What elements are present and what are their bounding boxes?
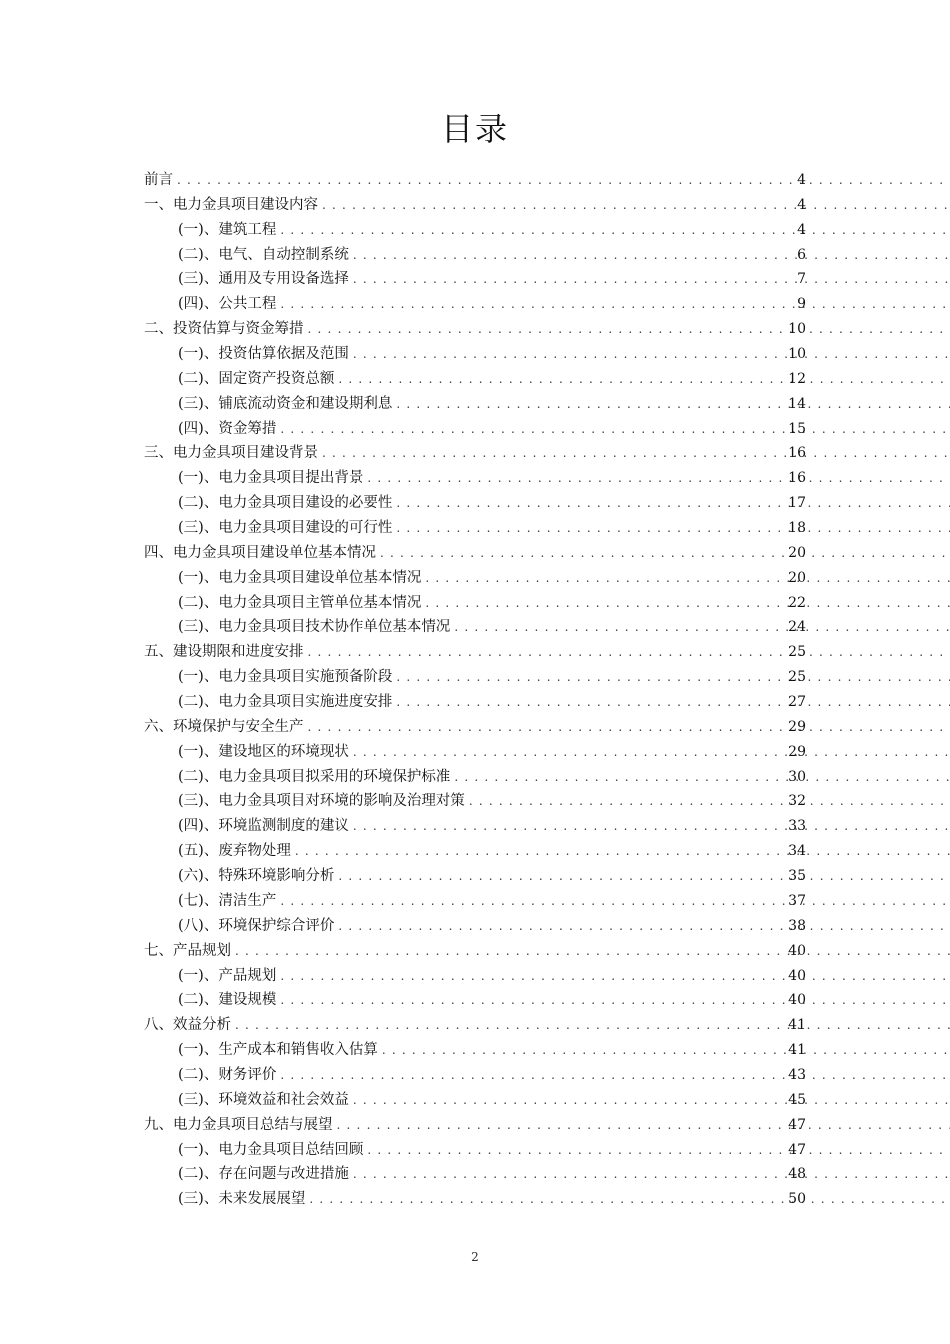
toc-entry-page: 47 [788, 1141, 806, 1158]
toc-entry-label: (一)、建设地区的环境现状 [178, 743, 349, 760]
toc-leader-dots [280, 417, 950, 442]
toc-entry[interactable] [0, 914, 950, 939]
toc-leader-dots [338, 367, 950, 392]
toc-entry-page: 27 [788, 694, 806, 711]
toc-entry-page: 45 [788, 1091, 806, 1108]
toc-entry-page: 7 [797, 271, 806, 288]
toc-entry-label: (一)、投资估算依据及范围 [178, 346, 349, 363]
toc-leader-dots [367, 1138, 950, 1163]
toc-entry-page: 40 [788, 967, 806, 984]
toc-leader-dots [308, 317, 950, 342]
toc-leader-dots [353, 342, 950, 367]
toc-leader-dots [280, 988, 950, 1013]
toc-entry[interactable] [0, 243, 950, 268]
toc-entry-label: (二)、建设规模 [178, 992, 277, 1009]
toc-leader-dots [322, 193, 950, 218]
toc-leader-dots [295, 839, 950, 864]
toc-entry-label: (一)、生产成本和销售收入估算 [178, 1042, 378, 1059]
toc-entry-label: (八)、环境保护综合评价 [178, 917, 335, 934]
toc-entry[interactable] [0, 864, 950, 889]
toc-entry-label: (三)、电力金具项目技术协作单位基本情况 [178, 619, 451, 636]
page-number: 2 [471, 1250, 479, 1264]
toc-entry-label: 五、建设期限和进度安排 [144, 644, 304, 661]
toc-leader-dots [280, 292, 950, 317]
toc-entry-page: 16 [788, 470, 806, 487]
toc-entry-page: 22 [788, 594, 806, 611]
toc-leader-dots [454, 765, 950, 790]
toc-entry-page: 47 [788, 1116, 806, 1133]
toc-leader-dots [338, 864, 950, 889]
toc-entry[interactable] [0, 417, 950, 442]
toc-entry-page: 18 [788, 520, 806, 537]
toc-entry[interactable] [0, 317, 950, 342]
toc-entry[interactable] [0, 988, 950, 1013]
toc-leader-dots [177, 168, 950, 193]
toc-entry[interactable] [0, 342, 950, 367]
toc-entry-label: (四)、环境监测制度的建议 [178, 818, 349, 835]
toc-entry-page: 37 [788, 892, 806, 909]
toc-entry-page: 10 [788, 321, 806, 338]
toc-entry-label: (七)、清洁生产 [178, 892, 277, 909]
toc-entry[interactable] [0, 466, 950, 491]
toc-entry-page: 35 [788, 868, 806, 885]
toc-leader-dots [396, 690, 950, 715]
toc-entry-label: 九、电力金具项目总结与展望 [144, 1116, 333, 1133]
toc-entry-label: 八、效益分析 [144, 1017, 231, 1034]
toc-entry-page: 48 [788, 1166, 806, 1183]
toc-entry[interactable] [0, 690, 950, 715]
toc-entry[interactable] [0, 491, 950, 516]
toc-leader-dots [353, 1088, 950, 1113]
toc-entry-page: 4 [797, 172, 806, 188]
toc-entry[interactable] [0, 193, 950, 218]
toc-leader-dots [280, 218, 950, 243]
toc-entry[interactable] [0, 1038, 950, 1063]
toc-entry-page: 12 [788, 370, 806, 387]
toc-entry[interactable] [0, 1138, 950, 1163]
toc-leader-dots [396, 665, 950, 690]
toc-entry-page: 17 [788, 495, 806, 512]
toc-entry-page: 50 [788, 1191, 806, 1208]
toc-entry[interactable] [0, 591, 950, 616]
toc-entry[interactable] [0, 1013, 950, 1038]
toc-entry-page: 41 [788, 1017, 806, 1034]
toc-entry-label: (一)、建筑工程 [178, 221, 277, 238]
toc-entry[interactable] [0, 939, 950, 964]
toc-leader-dots [425, 566, 950, 591]
toc-leader-dots [353, 243, 950, 268]
toc-entry-page: 33 [788, 818, 806, 835]
toc-entry-page: 6 [797, 246, 806, 263]
toc-entry-label: (二)、电力金具项目实施进度安排 [178, 694, 393, 711]
toc-entry-page: 29 [788, 743, 806, 760]
toc-leader-dots [380, 541, 950, 566]
toc-leader-dots [280, 889, 950, 914]
toc-leader-dots [425, 591, 950, 616]
toc-leader-dots [353, 814, 950, 839]
toc-entry-page: 24 [788, 619, 806, 636]
toc-leader-dots [367, 466, 950, 491]
toc-leader-dots [396, 392, 950, 417]
toc-entry[interactable] [0, 267, 950, 292]
toc-entry[interactable] [0, 218, 950, 243]
toc-leader-dots [337, 1113, 950, 1138]
toc-entry-page: 43 [788, 1066, 806, 1083]
toc-entry-page: 15 [788, 420, 806, 437]
toc-entry[interactable] [0, 789, 950, 814]
toc-entry-label: 三、电力金具项目建设背景 [144, 445, 318, 462]
toc-entry-label: 前言 [144, 172, 173, 188]
toc-entry-label: (二)、电力金具项目主管单位基本情况 [178, 594, 422, 611]
toc-entry[interactable] [0, 392, 950, 417]
toc-entry-label: 六、环境保护与安全生产 [144, 718, 304, 735]
toc-entry[interactable] [0, 168, 950, 193]
toc-entry[interactable] [0, 765, 950, 790]
toc-entry-label: (一)、电力金具项目总结回顾 [178, 1141, 364, 1158]
toc-entry[interactable] [0, 1187, 950, 1212]
toc-entry-page: 25 [788, 644, 806, 661]
toc-entry[interactable] [0, 814, 950, 839]
toc-leader-dots [353, 740, 950, 765]
toc-entry-label: (二)、存在问题与改进措施 [178, 1166, 349, 1183]
toc-entry-page: 34 [788, 843, 806, 860]
toc-entry[interactable] [0, 367, 950, 392]
toc-entry[interactable] [0, 715, 950, 740]
toc-entry-label: (三)、电力金具项目建设的可行性 [178, 520, 393, 537]
toc-entry-page: 40 [788, 942, 806, 959]
toc-leader-dots [396, 491, 950, 516]
toc-entry-label: 四、电力金具项目建设单位基本情况 [144, 544, 376, 561]
toc-entry-page: 14 [788, 395, 806, 412]
toc-entry-label: (三)、环境效益和社会效益 [178, 1091, 349, 1108]
toc-title: 目录 [440, 110, 509, 148]
toc-entry-label: (三)、未来发展展望 [178, 1191, 306, 1208]
toc-leader-dots [322, 441, 950, 466]
toc-entry-label: (四)、资金筹措 [178, 420, 277, 437]
toc-entry-label: 七、产品规划 [144, 942, 231, 959]
toc-entry[interactable] [0, 665, 950, 690]
toc-entry-label: (一)、产品规划 [178, 967, 277, 984]
toc-entry-label: (二)、财务评价 [178, 1066, 277, 1083]
toc-entry-label: (二)、固定资产投资总额 [178, 370, 335, 387]
toc-leader-dots [396, 516, 950, 541]
toc-entry[interactable] [0, 1088, 950, 1113]
toc-entry-page: 40 [788, 992, 806, 1009]
toc-entry-page: 10 [788, 346, 806, 363]
toc-leader-dots [280, 964, 950, 989]
toc-entry-label: (三)、电力金具项目对环境的影响及治理对策 [178, 793, 465, 810]
toc-entry[interactable] [0, 566, 950, 591]
toc-leader-dots [309, 1187, 950, 1212]
toc-leader-dots [454, 615, 950, 640]
toc-leader-dots [308, 715, 950, 740]
toc-entry[interactable] [0, 964, 950, 989]
table-of-contents [0, 168, 950, 1212]
toc-entry-label: (六)、特殊环境影响分析 [178, 868, 335, 885]
toc-entry[interactable] [0, 839, 950, 864]
toc-entry[interactable] [0, 1063, 950, 1088]
toc-entry-page: 9 [797, 296, 806, 313]
toc-leader-dots [353, 267, 950, 292]
toc-entry-page: 25 [788, 669, 806, 686]
toc-entry[interactable] [0, 740, 950, 765]
toc-entry-page: 4 [797, 221, 806, 238]
toc-entry-page: 4 [797, 196, 806, 213]
toc-entry-page: 41 [788, 1042, 806, 1059]
toc-entry-label: (三)、通用及专用设备选择 [178, 271, 349, 288]
toc-entry[interactable] [0, 1113, 950, 1138]
toc-entry[interactable] [0, 640, 950, 665]
toc-entry-label: (三)、铺底流动资金和建设期利息 [178, 395, 393, 412]
toc-leader-dots [280, 1063, 950, 1088]
toc-entry-page: 20 [788, 544, 806, 561]
toc-leader-dots [469, 789, 950, 814]
toc-entry-page: 38 [788, 917, 806, 934]
toc-entry-page: 20 [788, 569, 806, 586]
toc-leader-dots [353, 1162, 950, 1187]
toc-leader-dots [235, 1013, 950, 1038]
toc-entry[interactable] [0, 1162, 950, 1187]
toc-leader-dots [235, 939, 950, 964]
toc-entry-page: 32 [788, 793, 806, 810]
toc-entry-label: (二)、电力金具项目建设的必要性 [178, 495, 393, 512]
toc-entry[interactable] [0, 541, 950, 566]
toc-entry-label: (一)、电力金具项目实施预备阶段 [178, 669, 393, 686]
toc-entry-label: (一)、电力金具项目提出背景 [178, 470, 364, 487]
toc-entry-label: (二)、电气、自动控制系统 [178, 246, 349, 263]
toc-entry-label: 一、电力金具项目建设内容 [144, 196, 318, 213]
toc-entry[interactable] [0, 889, 950, 914]
toc-entry-label: (四)、公共工程 [178, 296, 277, 313]
toc-leader-dots [382, 1038, 950, 1063]
toc-entry[interactable] [0, 441, 950, 466]
toc-leader-dots [308, 640, 950, 665]
toc-entry-label: (二)、电力金具项目拟采用的环境保护标准 [178, 768, 451, 785]
toc-entry-label: 二、投资估算与资金筹措 [144, 321, 304, 338]
toc-entry-label: (五)、废弃物处理 [178, 843, 291, 860]
toc-entry-page: 29 [788, 718, 806, 735]
toc-entry-label: (一)、电力金具项目建设单位基本情况 [178, 569, 422, 586]
toc-entry-page: 16 [788, 445, 806, 462]
toc-leader-dots [338, 914, 950, 939]
toc-entry-page: 30 [788, 768, 806, 785]
toc-entry[interactable] [0, 516, 950, 541]
toc-entry[interactable] [0, 292, 950, 317]
toc-entry[interactable] [0, 615, 950, 640]
